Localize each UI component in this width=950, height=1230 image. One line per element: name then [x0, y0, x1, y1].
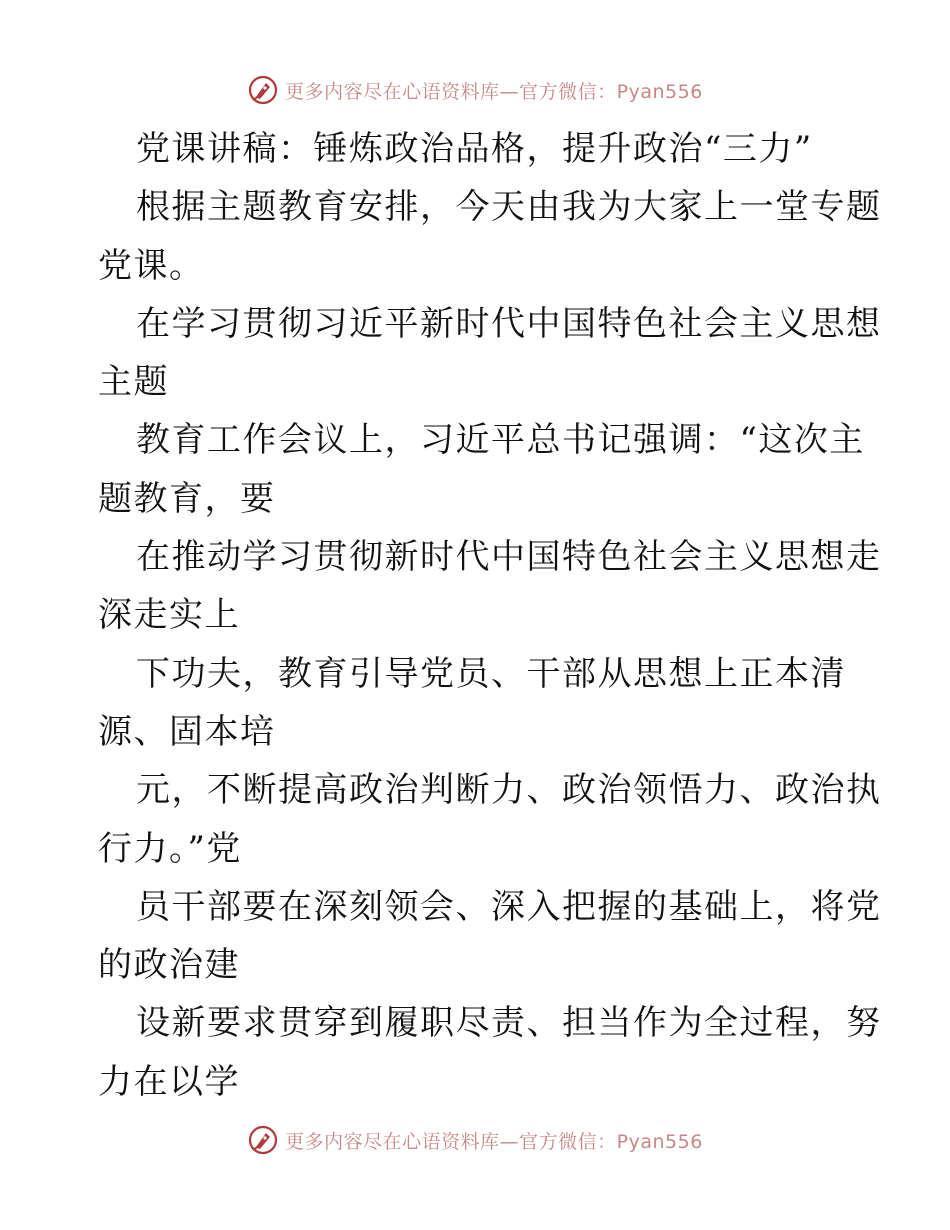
- pen-nib-logo-icon: [247, 74, 279, 106]
- document-line: 力在以学: [98, 1061, 240, 1102]
- document-line: 根据主题教育安排，今天由我为大家上一堂专题: [136, 187, 882, 228]
- document-line: 党课。: [98, 245, 205, 286]
- document-line: 行力。”党: [98, 828, 242, 869]
- document-line: 下功夫，教育引导党员、干部从思想上正本清: [136, 653, 846, 694]
- document-line: 题教育，要: [98, 478, 276, 519]
- document-line: 在推动学习贯彻新时代中国特色社会主义思想走: [136, 537, 882, 578]
- document-line: 设新要求贯穿到履职尽责、担当作为全过程，努: [136, 1003, 882, 1044]
- document-line: 的政治建: [98, 945, 240, 986]
- footer-watermark: [0, 1120, 950, 1160]
- header-watermark-text: 更多内容尽在心语资料库—官方微信：Pyan556: [285, 80, 703, 103]
- document-line: 教育工作会议上，习近平总书记强调：“这次主: [136, 420, 865, 461]
- document-line: 党课讲稿：锤炼政治品格，提升政治“三力”: [136, 129, 813, 169]
- header-watermark: [0, 70, 950, 110]
- pen-nib-logo-icon: [247, 1124, 279, 1156]
- document-line: 元，不断提高政治判断力、政治领悟力、政治执: [136, 770, 882, 811]
- footer-watermark-text: 更多内容尽在心语资料库—官方微信：Pyan556: [285, 1130, 703, 1153]
- document-body: [98, 120, 882, 1111]
- document-line: 在学习贯彻习近平新时代中国特色社会主义思想: [136, 303, 882, 344]
- document-line: 员干部要在深刻领会、深入把握的基础上，将党: [136, 886, 882, 927]
- document-line: 深走实上: [98, 595, 240, 636]
- document-line: 主题: [98, 362, 169, 403]
- document-line: 源、固本培: [98, 711, 276, 752]
